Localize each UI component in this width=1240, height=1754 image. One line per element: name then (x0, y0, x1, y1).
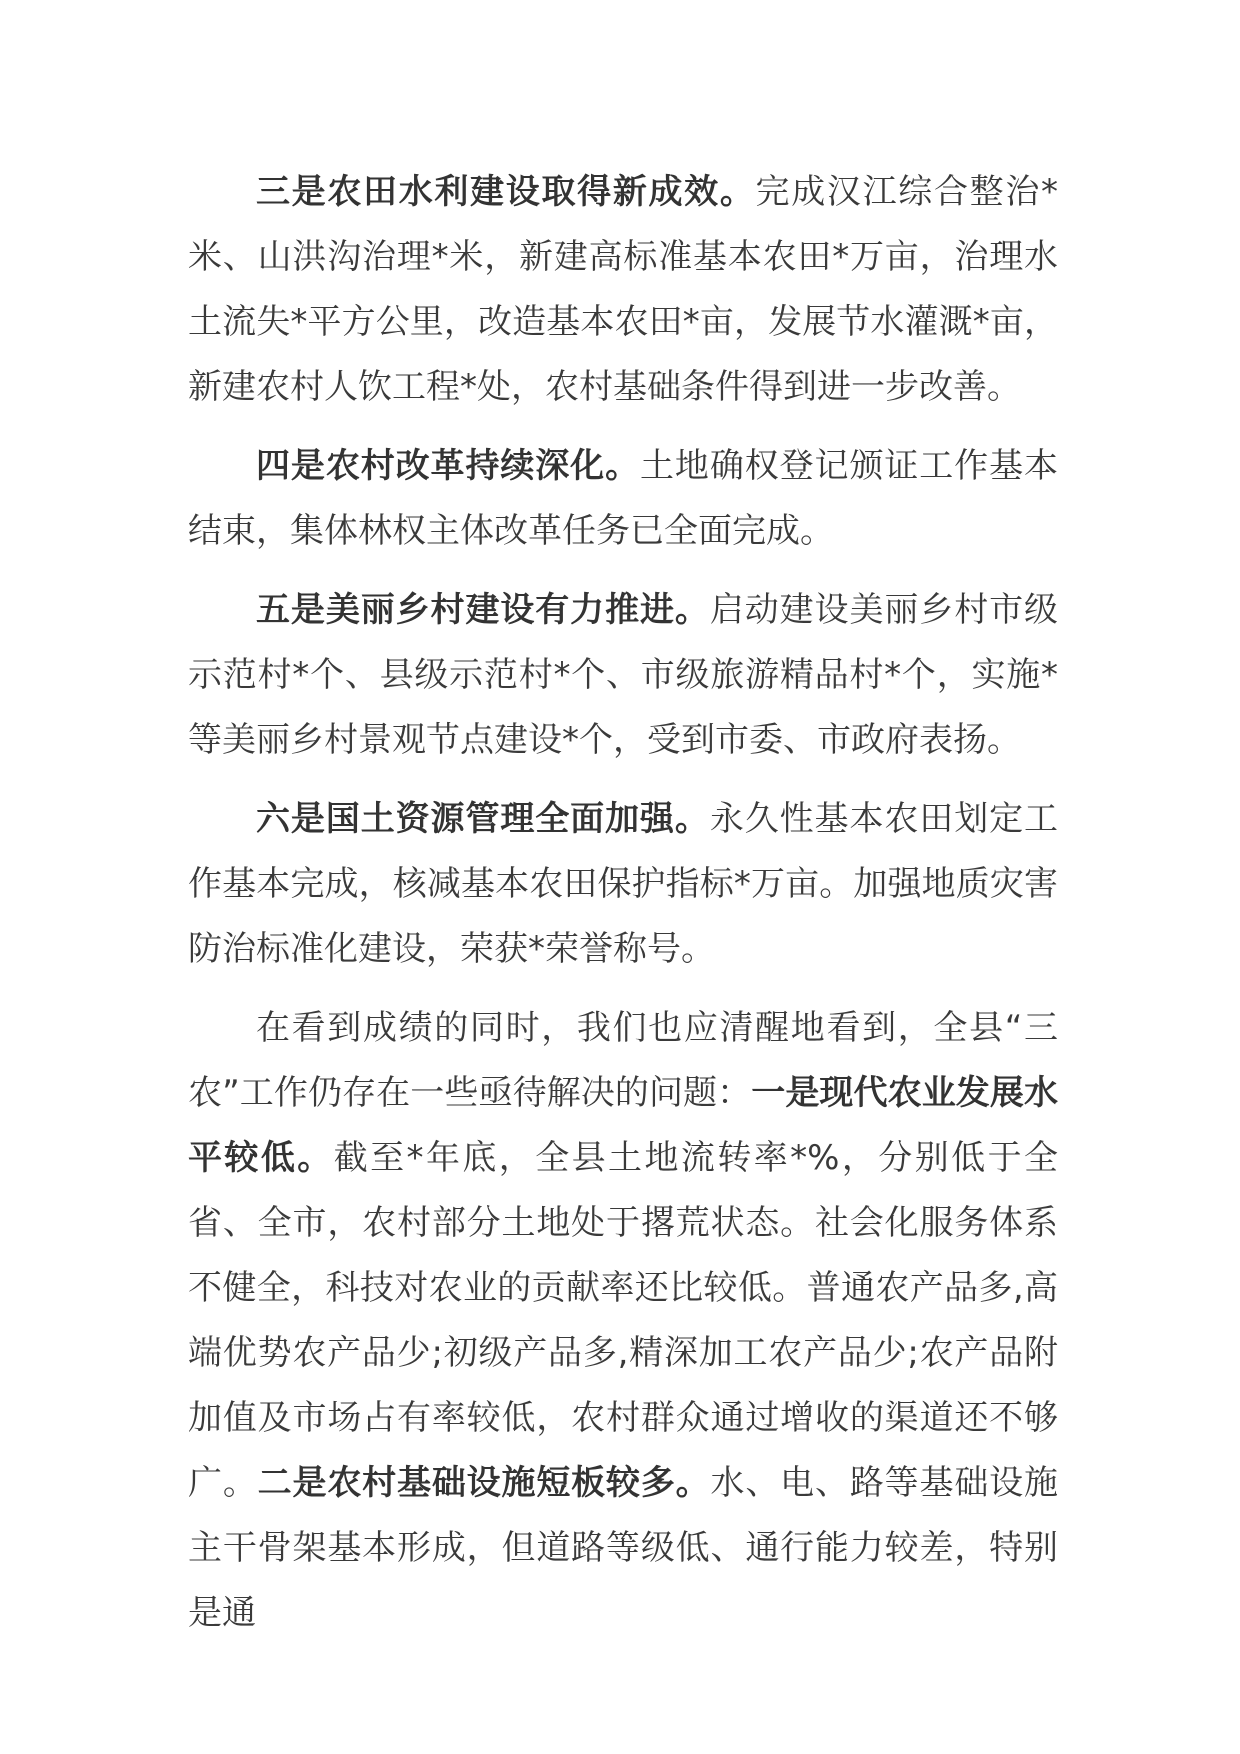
problem-one-heading: 一是现代农业发展水平较低。 (188, 1073, 1058, 1178)
paragraph-text: 启动建设美丽乡村市级示范村*个、县级示范村*个、市级旅游精品村*个，实施*等美丽乡村景观节点建设*个，受到市委、市政府表扬。 (188, 590, 1059, 760)
paragraph-rural-reform (188, 434, 1058, 564)
paragraph-heading: 四是农村改革持续深化。 (256, 446, 640, 486)
paragraph-problems (188, 996, 1058, 1646)
paragraph-beautiful-village (188, 578, 1058, 773)
paragraph-text: 土地确权登记颁证工作基本结束，集体林权主体改革任务已全面完成。 (188, 446, 1058, 551)
paragraph-farmland-water (188, 160, 1058, 420)
paragraph-heading: 三是农田水利建设取得新成效。 (256, 172, 756, 212)
paragraph-text: 永久性基本农田划定工作基本完成，核减基本农田保护指标*万亩。加强地质灾害防治标准化建设，荣获*荣誉称号。 (188, 799, 1059, 969)
paragraph-land-resources (188, 787, 1058, 982)
paragraph-heading: 六是国土资源管理全面加强。 (256, 799, 710, 839)
problem-one-text: 截至*年底，全县土地流转率*%，分别低于全省、全市，农村部分土地处于撂荒状态。社会化服务体系不健全，科技对农业的贡献率还比较低。普通农产品多,高端优势农产品少;初级产品多,精深加工农产品少;农产品附加值及市场占有率较低，农村群众通过增收的渠道还不够广。 (188, 1138, 1058, 1503)
problem-two-text: 水、电、路等基础设施主干骨架基本形成，但道路等级低、通行能力较差，特别是通 (188, 1463, 1059, 1633)
document-body (188, 160, 1058, 1660)
paragraph-text: 完成汉江综合整治*米、山洪沟治理*米，新建高标准基本农田*万亩，治理水土流失*平方公里，改造基本农田*亩，发展节水灌溉*亩，新建农村人饮工程*处，农村基础条件得到进一步改善。 (188, 172, 1059, 407)
paragraph-heading: 五是美丽乡村建设有力推进。 (256, 590, 710, 630)
problems-intro: 在看到成绩的同时，我们也应清醒地看到，全县“三农”工作仍存在一些亟待解决的问题： (188, 1008, 1058, 1113)
problem-two-heading: 二是农村基础设施短板较多。 (257, 1463, 711, 1503)
